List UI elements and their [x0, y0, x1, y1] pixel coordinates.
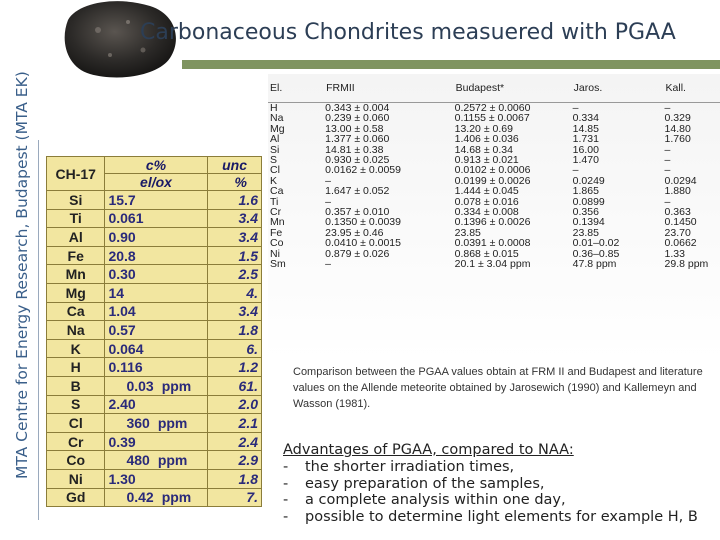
- advantage-text: possible to determine light elements for example H, B: [305, 509, 698, 526]
- ref-kall-value: –: [664, 143, 671, 156]
- figure-caption: Comparison between the PGAA values obtain at FRM II and Budapest and literature values on the Allende meteorite obtained by Jarosewich (1990) and Kallemeyn and Wasson (1981).: [293, 366, 703, 410]
- ch17-row: [47, 228, 262, 247]
- concentration-value: 0.30: [108, 266, 136, 283]
- col-conc-unit: el/ox: [105, 174, 207, 191]
- concentration-value: 0.061: [108, 210, 144, 227]
- concentration-cell: [105, 302, 207, 321]
- ref-budapest-value: 0.0199 ± 0.0026: [454, 174, 531, 187]
- element-symbol: H: [47, 358, 105, 377]
- ref-col-frmii: FRMII: [325, 74, 454, 103]
- ref-budapest-value: 23.85: [454, 226, 481, 239]
- uncertainty-value: 2.5: [207, 265, 261, 284]
- ref-frmii-value: 13.00 ± 0.58: [325, 122, 384, 135]
- uncertainty-value: 1.8: [207, 321, 261, 340]
- uncertainty-value: 1.2: [207, 358, 261, 377]
- concentration-cell: [105, 191, 207, 210]
- ref-frmii-value: 0.0162 ± 0.0059: [325, 164, 401, 177]
- concentration-value: 0.90: [108, 228, 136, 245]
- ref-element: Cr: [270, 206, 282, 219]
- ref-jaros-value: 16.00: [572, 143, 599, 156]
- reference-row: [268, 259, 720, 269]
- ch17-row: [47, 358, 262, 377]
- ref-jaros-value: 23.85: [572, 226, 599, 239]
- uncertainty-value: 2.0: [207, 395, 261, 414]
- ref-element: Ca: [270, 185, 284, 198]
- ref-kall-value: 14.80: [664, 122, 691, 135]
- ref-budapest-value: 0.0391 ± 0.0008: [454, 237, 531, 250]
- ref-col-budapest: Budapest*: [455, 74, 573, 103]
- advantage-item: [283, 492, 720, 509]
- ref-element: Cl: [270, 164, 280, 177]
- ref-element: Mg: [270, 122, 285, 135]
- concentration-unit: ppm: [161, 489, 192, 506]
- advantage-text: easy preparation of the samples,: [305, 475, 545, 492]
- ref-frmii-value: –: [325, 258, 331, 271]
- concentration-value: 2.40: [108, 396, 136, 413]
- ref-kall-value: 0.1450: [664, 216, 697, 229]
- concentration-unit: ppm: [157, 452, 188, 469]
- ref-budapest-value: 0.078 ± 0.016: [454, 195, 519, 208]
- ref-budapest-value: 0.334 ± 0.008: [454, 206, 519, 219]
- ch17-row: [47, 451, 262, 470]
- ch17-row: [47, 339, 262, 358]
- ref-budapest-value: 1.444 ± 0.045: [454, 185, 519, 198]
- element-symbol: Cr: [47, 432, 105, 451]
- concentration-unit: ppm: [161, 377, 192, 394]
- bullet-dash: -: [283, 475, 289, 492]
- ref-budapest-value: 0.0102 ± 0.0006: [454, 164, 531, 177]
- element-symbol: Ni: [47, 469, 105, 488]
- concentration-value: 0.57: [108, 321, 136, 338]
- reference-table-panel: [268, 74, 720, 360]
- side-caption: MTA Centre for Energy Research, Budapest (MTA EK): [13, 71, 31, 479]
- uncertainty-value: 7.: [207, 488, 261, 507]
- element-symbol: Ca: [47, 302, 105, 321]
- ref-frmii-value: 14.81 ± 0.38: [325, 143, 384, 156]
- concentration-cell: [105, 376, 207, 395]
- element-symbol: Na: [47, 321, 105, 340]
- ch17-body: [47, 191, 262, 507]
- ref-kall-value: 1.880: [664, 185, 691, 198]
- ref-frmii-value: 0.239 ± 0.060: [325, 112, 390, 125]
- ch17-row: [47, 321, 262, 340]
- concentration-value: 360: [126, 414, 150, 431]
- ch17-row: [47, 209, 262, 228]
- ch17-row: [47, 469, 262, 488]
- ref-budapest-value: 14.68 ± 0.34: [454, 143, 513, 156]
- concentration-cell: [105, 414, 207, 433]
- ref-jaros-value: 1.470: [572, 154, 599, 167]
- ref-budapest-value: 20.1 ± 3.04 ppm: [454, 258, 531, 271]
- ch17-table: [46, 156, 262, 507]
- bullet-dash: -: [283, 458, 289, 475]
- ref-element: Sm: [270, 258, 286, 271]
- concentration-cell: [105, 265, 207, 284]
- ch17-row: [47, 246, 262, 265]
- ref-element: S: [270, 154, 278, 167]
- concentration-cell: [105, 469, 207, 488]
- uncertainty-value: 6.: [207, 339, 261, 358]
- element-symbol: Gd: [47, 488, 105, 507]
- concentration-value: 14: [108, 284, 125, 301]
- ref-budapest-value: 0.1396 ± 0.0026: [454, 216, 531, 229]
- concentration-cell: [105, 451, 207, 470]
- ref-kall-value: 1.33: [664, 247, 685, 260]
- ref-kall-value: 29.8 ppm: [664, 258, 709, 271]
- ref-budapest-value: 1.406 ± 0.036: [454, 133, 519, 146]
- title-underline-bar: [182, 60, 720, 69]
- reference-body: [268, 103, 720, 270]
- element-symbol: Cl: [47, 414, 105, 433]
- col-unc-label: unc: [207, 157, 261, 174]
- ref-jaros-value: 14.85: [572, 122, 599, 135]
- ref-jaros-value: –: [572, 164, 579, 177]
- ref-kall-value: 0.0662: [664, 237, 697, 250]
- ref-element: Ti: [270, 195, 279, 208]
- concentration-value: 0.116: [108, 359, 143, 376]
- concentration-cell: [105, 395, 207, 414]
- element-symbol: K: [47, 339, 105, 358]
- concentration-unit: ppm: [157, 414, 188, 431]
- concentration-value: 20.8: [108, 247, 136, 264]
- concentration-cell: [105, 209, 207, 228]
- ref-kall-value: 0.329: [664, 112, 691, 125]
- concentration-cell: [105, 358, 207, 377]
- element-symbol: Fe: [47, 246, 105, 265]
- ref-kall-value: 0.363: [664, 206, 691, 219]
- ref-col-el: El.: [268, 74, 325, 103]
- uncertainty-value: 1.5: [207, 246, 261, 265]
- ch17-row: [47, 265, 262, 284]
- uncertainty-value: 2.9: [207, 451, 261, 470]
- element-symbol: Mn: [47, 265, 105, 284]
- concentration-cell: [105, 283, 207, 302]
- advantage-item: [283, 459, 720, 476]
- ref-kall-value: –: [664, 154, 671, 167]
- ref-frmii-value: 1.377 ± 0.060: [325, 133, 390, 146]
- ref-budapest-value: 0.2572 ± 0.0060: [454, 102, 531, 114]
- concentration-value: 480: [126, 452, 150, 469]
- uncertainty-value: 3.4: [207, 302, 261, 321]
- ch17-corner: CH-17: [47, 157, 105, 191]
- ref-jaros-value: 0.0249: [572, 174, 605, 187]
- element-symbol: Mg: [47, 283, 105, 302]
- ref-frmii-value: –: [325, 174, 331, 187]
- ref-element: Ni: [270, 247, 280, 260]
- ch17-row: [47, 414, 262, 433]
- ref-frmii-value: 0.879 ± 0.026: [325, 247, 390, 260]
- ref-element: Co: [270, 237, 284, 250]
- concentration-cell: [105, 321, 207, 340]
- uncertainty-value: 2.4: [207, 432, 261, 451]
- ref-frmii-value: 0.930 ± 0.025: [325, 154, 390, 167]
- ref-frmii-value: 1.647 ± 0.052: [325, 185, 390, 198]
- concentration-value: 15.7: [108, 191, 136, 208]
- ref-element: Mn: [270, 216, 285, 229]
- ref-kall-value: 0.0294: [664, 174, 697, 187]
- concentration-value: 1.30: [108, 470, 136, 487]
- ref-jaros-value: 0.334: [572, 112, 599, 125]
- ref-frmii-value: 0.343 ± 0.004: [325, 102, 390, 114]
- ch17-row: [47, 191, 262, 210]
- ref-budapest-value: 13.20 ± 0.69: [454, 122, 513, 135]
- ref-kall-value: –: [664, 102, 671, 114]
- element-symbol: Co: [47, 451, 105, 470]
- advantages-list: [283, 459, 720, 526]
- concentration-value: 0.39: [108, 433, 136, 450]
- ref-col-jaros: Jaros.: [573, 74, 665, 103]
- element-symbol: S: [47, 395, 105, 414]
- bullet-dash: -: [283, 509, 289, 526]
- side-divider: [38, 140, 39, 520]
- concentration-cell: [105, 228, 207, 247]
- ref-frmii-value: 23.95 ± 0.46: [325, 226, 384, 239]
- ref-frmii-value: –: [325, 195, 331, 208]
- ch17-header-row-1: [47, 157, 262, 174]
- ref-jaros-value: 0.356: [572, 206, 599, 219]
- ch17-row: [47, 488, 262, 507]
- uncertainty-value: 61.: [207, 376, 261, 395]
- advantage-item: [283, 476, 720, 493]
- concentration-cell: [105, 339, 207, 358]
- concentration-value: 0.42: [126, 489, 154, 506]
- reference-header-row: [268, 74, 720, 103]
- bullet-dash: -: [283, 492, 289, 509]
- ref-budapest-value: 0.1155 ± 0.0067: [454, 112, 530, 125]
- element-symbol: B: [47, 376, 105, 395]
- ref-jaros-value: 0.36–0.85: [572, 247, 620, 260]
- ref-jaros-value: 1.865: [572, 185, 599, 198]
- col-unc-unit: %: [207, 174, 261, 191]
- element-symbol: Si: [47, 191, 105, 210]
- ref-element: Al: [270, 133, 280, 146]
- ref-jaros-value: 0.1394: [572, 216, 605, 229]
- ref-frmii-value: 0.357 ± 0.010: [325, 206, 390, 219]
- advantage-item: [283, 509, 720, 526]
- advantage-text: the shorter irradiation times,: [305, 458, 515, 475]
- ref-kall-value: –: [664, 195, 671, 208]
- advantages-block: [283, 442, 720, 526]
- ref-element: Fe: [270, 226, 283, 239]
- uncertainty-value: 3.4: [207, 209, 261, 228]
- concentration-cell: [105, 246, 207, 265]
- reference-table: [268, 74, 720, 270]
- ch17-row: [47, 395, 262, 414]
- ref-jaros-value: –: [572, 102, 579, 114]
- ref-jaros-value: 47.8 ppm: [572, 258, 617, 271]
- ref-jaros-value: 0.0899: [572, 195, 605, 208]
- uncertainty-value: 1.8: [207, 469, 261, 488]
- concentration-cell: [105, 432, 207, 451]
- ref-col-kall: Kall.: [665, 74, 720, 103]
- ref-budapest-value: 0.868 ± 0.015: [454, 247, 519, 260]
- ref-kall-value: –: [664, 164, 671, 177]
- ref-jaros-value: 0.01–0.02: [572, 237, 620, 250]
- ch17-row: [47, 376, 262, 395]
- ref-frmii-value: 0.0410 ± 0.0015: [325, 237, 401, 250]
- uncertainty-value: 1.6: [207, 191, 261, 210]
- ch17-row: [47, 283, 262, 302]
- ref-budapest-value: 0.913 ± 0.021: [454, 154, 519, 167]
- ch17-row: [47, 432, 262, 451]
- page-title: Carbonaceous Chondrites measuered with PGAA: [140, 20, 676, 45]
- uncertainty-value: 4.: [207, 283, 261, 302]
- ref-element: K: [270, 174, 278, 187]
- ref-kall-value: 23.70: [664, 226, 691, 239]
- concentration-value: 1.04: [108, 303, 136, 320]
- ref-jaros-value: 1.731: [572, 133, 599, 146]
- element-symbol: Al: [47, 228, 105, 247]
- col-conc-label: c%: [105, 157, 207, 174]
- concentration-value: 0.03: [126, 377, 154, 394]
- concentration-value: 0.064: [108, 340, 144, 357]
- ref-element: Na: [270, 112, 284, 125]
- ref-element: Si: [270, 143, 280, 156]
- ref-kall-value: 1.760: [664, 133, 691, 146]
- ch17-row: [47, 302, 262, 321]
- concentration-cell: [105, 488, 207, 507]
- ref-element: H: [270, 102, 278, 114]
- advantage-text: a complete analysis within one day,: [305, 492, 566, 509]
- uncertainty-value: 3.4: [207, 228, 261, 247]
- ref-frmii-value: 0.1350 ± 0.0039: [325, 216, 401, 229]
- uncertainty-value: 2.1: [207, 414, 261, 433]
- element-symbol: Ti: [47, 209, 105, 228]
- advantages-title: Advantages of PGAA, compared to NAA:: [283, 442, 574, 458]
